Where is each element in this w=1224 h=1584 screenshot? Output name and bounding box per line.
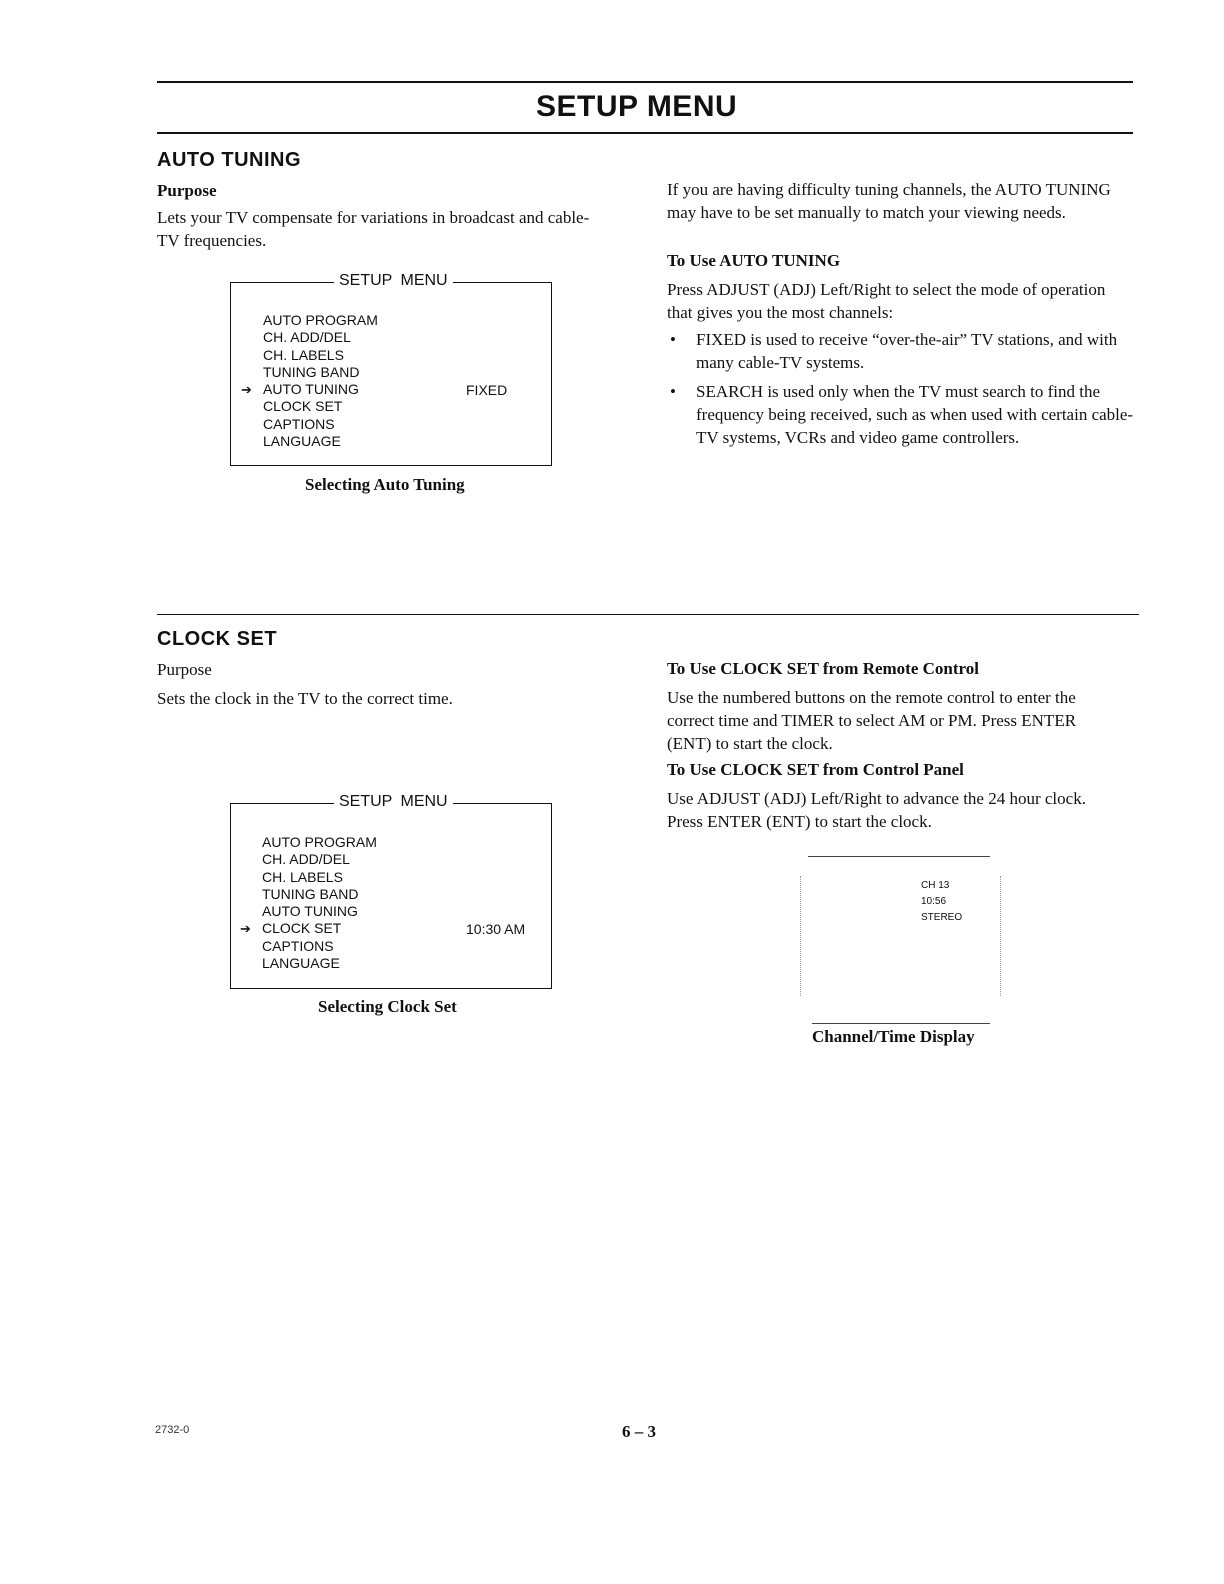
menu-item: CH. ADD/DEL (263, 329, 351, 346)
auto-tuning-value: FIXED (466, 382, 508, 398)
display-caption: Channel/Time Display (812, 1027, 975, 1046)
title-underline (157, 132, 1133, 134)
clock-panel-label: To Use CLOCK SET from Control Panel (667, 760, 964, 779)
menu-list (241, 312, 378, 450)
display-bottom-edge (812, 1023, 990, 1024)
display-right-edge (1000, 876, 1001, 996)
menu-item: TUNING BAND (262, 885, 359, 902)
menu-item-label: AUTO TUNING (263, 381, 359, 398)
menu-item: AUTO TUNING (262, 903, 358, 920)
menu-item: AUTO PROGRAM (262, 834, 377, 850)
menu-item: CH. LABELS (262, 868, 343, 885)
menu-item: AUTO PROGRAM (263, 312, 378, 328)
auto-tuning-caption: Selecting Auto Tuning (305, 475, 465, 494)
bullet-item (668, 328, 1138, 374)
bullet-text: SEARCH is used only when the TV must search to find the frequency being received, such as when used with certain cable-TV systems, VCRs and video game controllers. (696, 382, 1134, 447)
clock-remote-label: To Use CLOCK SET from Remote Control (667, 659, 979, 678)
setup-menu-clock-set (230, 793, 552, 989)
menu-header: SETUP MENU (334, 272, 453, 290)
menu-item: LANGUAGE (263, 433, 341, 450)
display-channel: CH 13 (921, 880, 950, 891)
menu-item: CH. ADD/DEL (262, 851, 350, 868)
auto-tuning-howto-text: Press ADJUST (ADJ) Left/Right to select the mode of operation that gives you the most channels: (667, 280, 1106, 322)
auto-tuning-purpose-text: Lets your TV compensate for variations in broadcast and cable-TV frequencies. (157, 208, 590, 250)
setup-menu-auto-tuning (230, 272, 552, 466)
channel-time-display (800, 856, 1000, 1026)
section-divider (157, 614, 1139, 615)
display-left-edge (800, 876, 801, 996)
bullet-item (668, 380, 1138, 449)
selection-arrow-icon: ➔ (241, 382, 252, 398)
menu-item: CLOCK SET (263, 398, 343, 415)
menu-item-label: CLOCK SET (262, 920, 342, 937)
auto-tuning-howto-label: To Use AUTO TUNING (667, 251, 841, 270)
page-number: 6 – 3 (622, 1422, 656, 1441)
auto-tuning-intro: If you are having difficulty tuning channels, the AUTO TUNING may have to be set manually to match your viewing needs. (667, 180, 1111, 222)
clock-set-caption: Selecting Clock Set (318, 997, 457, 1016)
auto-tuning-purpose-label: Purpose (157, 181, 217, 200)
menu-item-selected (240, 920, 377, 937)
clock-set-value: 10:30 AM (466, 921, 526, 937)
menu-item: LANGUAGE (262, 955, 340, 972)
display-top-edge (808, 856, 990, 857)
menu-item-selected (241, 381, 378, 398)
menu-list (240, 834, 377, 972)
menu-item: CAPTIONS (263, 415, 335, 432)
menu-item: CH. LABELS (263, 346, 344, 363)
footer-code: 2732-0 (155, 1424, 190, 1436)
selection-arrow-icon: ➔ (240, 921, 251, 937)
menu-item: CAPTIONS (262, 937, 334, 954)
menu-item: TUNING BAND (263, 363, 360, 380)
top-rule (157, 81, 1133, 83)
bullet-text: FIXED is used to receive “over-the-air” TV stations, and with many cable-TV systems. (696, 330, 1118, 372)
display-time: 10:56 (921, 896, 947, 907)
clock-remote-text: Use the numbered buttons on the remote control to enter the correct time and TIMER to select AM or PM. Press ENTER (ENT) to start the clock. (667, 688, 1077, 753)
clock-set-heading: CLOCK SET (157, 628, 278, 650)
clock-panel-text: Use ADJUST (ADJ) Left/Right to advance the 24 hour clock. Press ENTER (ENT) to start the clock. (667, 789, 1086, 831)
bullet-icon: • (670, 330, 676, 349)
auto-tuning-heading: AUTO TUNING (157, 149, 302, 171)
clock-set-purpose-label: Purpose (157, 660, 212, 679)
auto-tuning-bullets (668, 328, 1138, 455)
page-title: SETUP MENU (536, 90, 738, 123)
display-audio: STEREO (921, 912, 963, 923)
menu-header: SETUP MENU (334, 793, 453, 811)
bullet-icon: • (670, 382, 676, 401)
display-readout (921, 878, 962, 926)
clock-set-purpose-text: Sets the clock in the TV to the correct time. (157, 689, 453, 708)
